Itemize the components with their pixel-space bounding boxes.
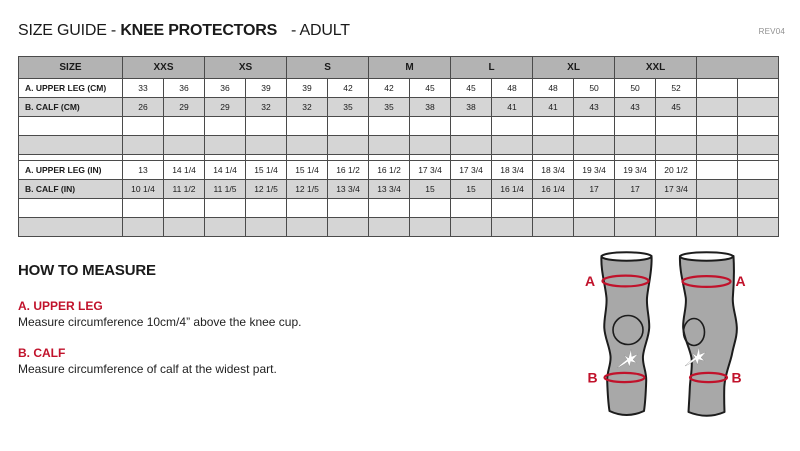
table-cell xyxy=(697,218,738,237)
header-cell-xs: XS xyxy=(205,57,287,79)
row-label-cell: A. UPPER LEG (CM) xyxy=(19,79,123,98)
table-cell xyxy=(369,218,410,237)
table-cell: 18 3/4 xyxy=(492,161,533,180)
table-cell: 52 xyxy=(656,79,697,98)
table-cell xyxy=(697,199,738,218)
table-cell: 32 xyxy=(246,98,287,117)
table-cell xyxy=(697,117,738,136)
table-cell: 15 1/4 xyxy=(287,161,328,180)
table-row xyxy=(19,98,779,117)
table-cell xyxy=(123,136,164,155)
table-cell xyxy=(164,117,205,136)
table-cell xyxy=(205,117,246,136)
table-cell xyxy=(574,136,615,155)
table-cell: 13 3/4 xyxy=(369,180,410,199)
table-cell xyxy=(656,218,697,237)
table-cell: 45 xyxy=(410,79,451,98)
table-cell xyxy=(533,218,574,237)
table-cell xyxy=(738,98,779,117)
header-cell-s: S xyxy=(287,57,369,79)
table-row xyxy=(19,117,779,136)
table-cell: 39 xyxy=(246,79,287,98)
table-cell xyxy=(738,117,779,136)
table-cell: 19 3/4 xyxy=(574,161,615,180)
table-cell xyxy=(574,199,615,218)
table-row xyxy=(19,161,779,180)
table-cell xyxy=(492,117,533,136)
table-row xyxy=(19,199,779,218)
table-cell xyxy=(451,136,492,155)
table-cell xyxy=(369,117,410,136)
table-cell xyxy=(492,199,533,218)
table-header-row xyxy=(19,57,779,79)
knee-front-view xyxy=(601,252,651,415)
size-table-container xyxy=(18,56,779,237)
row-label-cell: B. CALF (IN) xyxy=(19,180,123,199)
table-cell xyxy=(574,218,615,237)
table-cell xyxy=(287,218,328,237)
table-cell: 17 3/4 xyxy=(451,161,492,180)
size-table xyxy=(18,56,779,237)
table-cell: 19 3/4 xyxy=(615,161,656,180)
table-cell xyxy=(533,199,574,218)
knee-side-view xyxy=(680,252,737,415)
table-cell xyxy=(533,117,574,136)
sleeve-top-opening xyxy=(680,252,733,260)
measure-item-b-heading: B. CALF xyxy=(18,346,66,360)
table-cell xyxy=(533,136,574,155)
knee-protectors-illustration xyxy=(578,248,793,428)
table-cell xyxy=(369,136,410,155)
table-row xyxy=(19,136,779,155)
table-cell: 33 xyxy=(123,79,164,98)
table-cell xyxy=(615,218,656,237)
knee-illustration-svg xyxy=(578,248,793,423)
table-cell: 13 3/4 xyxy=(328,180,369,199)
label-b-right: B xyxy=(731,369,742,386)
table-cell xyxy=(328,136,369,155)
table-cell: 12 1/5 xyxy=(287,180,328,199)
table-cell: 50 xyxy=(615,79,656,98)
table-row xyxy=(19,180,779,199)
table-cell: 45 xyxy=(451,79,492,98)
header-cell-l: L xyxy=(451,57,533,79)
title-suffix: - ADULT xyxy=(291,22,350,39)
row-label-cell: B. CALF (CM) xyxy=(19,98,123,117)
table-cell xyxy=(410,218,451,237)
measure-item-a-text: Measure circumference 10cm/4” above the knee cup. xyxy=(18,315,302,329)
table-cell xyxy=(328,199,369,218)
table-cell xyxy=(164,136,205,155)
header-cell-xxl: XXL xyxy=(615,57,697,79)
table-cell: 12 1/5 xyxy=(246,180,287,199)
table-cell: 17 xyxy=(615,180,656,199)
label-a-right: A xyxy=(735,273,746,289)
table-cell: 36 xyxy=(164,79,205,98)
table-cell: 15 xyxy=(410,180,451,199)
table-cell: 11 1/5 xyxy=(205,180,246,199)
table-cell: 43 xyxy=(615,98,656,117)
table-cell xyxy=(697,161,738,180)
table-cell xyxy=(246,136,287,155)
table-cell xyxy=(738,161,779,180)
table-cell xyxy=(492,136,533,155)
table-cell: 16 1/2 xyxy=(328,161,369,180)
table-cell: 42 xyxy=(369,79,410,98)
table-cell: 17 xyxy=(574,180,615,199)
table-cell: 16 1/4 xyxy=(492,180,533,199)
table-cell xyxy=(697,98,738,117)
table-cell: 16 1/2 xyxy=(369,161,410,180)
table-cell xyxy=(738,79,779,98)
table-cell xyxy=(656,136,697,155)
table-cell xyxy=(410,117,451,136)
table-cell xyxy=(697,180,738,199)
row-label-cell xyxy=(19,136,123,155)
table-cell xyxy=(246,199,287,218)
header-cell-xxs: XXS xyxy=(123,57,205,79)
table-cell: 17 3/4 xyxy=(410,161,451,180)
table-cell: 43 xyxy=(574,98,615,117)
table-cell: 48 xyxy=(492,79,533,98)
table-cell: 14 1/4 xyxy=(205,161,246,180)
sleeve-top-opening xyxy=(602,252,652,260)
measure-item-b-text: Measure circumference of calf at the widest part. xyxy=(18,362,277,376)
page-title xyxy=(18,22,350,40)
table-cell xyxy=(697,136,738,155)
table-cell: 39 xyxy=(287,79,328,98)
table-cell: 20 1/2 xyxy=(656,161,697,180)
table-cell xyxy=(246,218,287,237)
revision-label: REV04 xyxy=(758,27,785,36)
table-row xyxy=(19,218,779,237)
table-cell xyxy=(205,136,246,155)
table-cell xyxy=(328,218,369,237)
table-cell: 10 1/4 xyxy=(123,180,164,199)
how-to-measure-section xyxy=(18,262,438,393)
table-cell xyxy=(738,218,779,237)
table-cell: 42 xyxy=(328,79,369,98)
table-cell xyxy=(697,79,738,98)
header-cell-xl: XL xyxy=(533,57,615,79)
label-a-left: A xyxy=(585,273,596,289)
table-cell xyxy=(164,218,205,237)
table-cell xyxy=(615,117,656,136)
table-cell: 41 xyxy=(533,98,574,117)
table-cell xyxy=(615,199,656,218)
table-cell xyxy=(410,199,451,218)
table-cell: 15 xyxy=(451,180,492,199)
table-cell xyxy=(205,199,246,218)
table-cell: 29 xyxy=(205,98,246,117)
table-cell: 32 xyxy=(287,98,328,117)
header-cell-m: M xyxy=(369,57,451,79)
table-cell xyxy=(287,199,328,218)
table-cell xyxy=(410,136,451,155)
header-cell-empty xyxy=(697,57,779,79)
table-cell xyxy=(656,117,697,136)
table-cell: 48 xyxy=(533,79,574,98)
table-cell: 35 xyxy=(328,98,369,117)
table-cell: 13 xyxy=(123,161,164,180)
table-cell: 38 xyxy=(451,98,492,117)
table-cell xyxy=(451,199,492,218)
table-cell xyxy=(656,199,697,218)
row-label-cell xyxy=(19,218,123,237)
table-row xyxy=(19,79,779,98)
table-cell: 29 xyxy=(164,98,205,117)
table-cell xyxy=(574,117,615,136)
table-cell: 14 1/4 xyxy=(164,161,205,180)
table-cell xyxy=(246,117,287,136)
table-cell: 41 xyxy=(492,98,533,117)
table-cell xyxy=(492,218,533,237)
table-cell xyxy=(123,117,164,136)
table-cell xyxy=(164,199,205,218)
table-cell: 36 xyxy=(205,79,246,98)
title-product: KNEE PROTECTORS xyxy=(120,22,278,39)
knee-sleeve-shape xyxy=(601,256,651,415)
table-cell: 16 1/4 xyxy=(533,180,574,199)
header-cell-size: SIZE xyxy=(19,57,123,79)
row-label-cell xyxy=(19,199,123,218)
table-cell: 45 xyxy=(656,98,697,117)
label-b-left: B xyxy=(587,369,598,386)
table-cell xyxy=(287,117,328,136)
table-cell: 11 1/2 xyxy=(164,180,205,199)
table-cell xyxy=(738,136,779,155)
table-cell xyxy=(615,136,656,155)
table-cell xyxy=(738,199,779,218)
table-cell: 17 3/4 xyxy=(656,180,697,199)
row-label-cell xyxy=(19,117,123,136)
table-cell: 50 xyxy=(574,79,615,98)
table-cell xyxy=(328,117,369,136)
title-prefix: SIZE GUIDE - xyxy=(18,22,121,39)
how-to-measure-title: HOW TO MEASURE xyxy=(18,262,156,279)
table-cell: 18 3/4 xyxy=(533,161,574,180)
row-label-cell: A. UPPER LEG (IN) xyxy=(19,161,123,180)
table-cell: 26 xyxy=(123,98,164,117)
table-cell xyxy=(205,218,246,237)
table-cell xyxy=(123,199,164,218)
table-cell: 15 1/4 xyxy=(246,161,287,180)
table-cell: 38 xyxy=(410,98,451,117)
measure-item-a-heading: A. UPPER LEG xyxy=(18,299,103,313)
table-cell xyxy=(738,180,779,199)
table-cell xyxy=(451,117,492,136)
table-cell: 35 xyxy=(369,98,410,117)
table-cell xyxy=(369,199,410,218)
table-cell xyxy=(451,218,492,237)
table-cell xyxy=(287,136,328,155)
table-cell xyxy=(123,218,164,237)
